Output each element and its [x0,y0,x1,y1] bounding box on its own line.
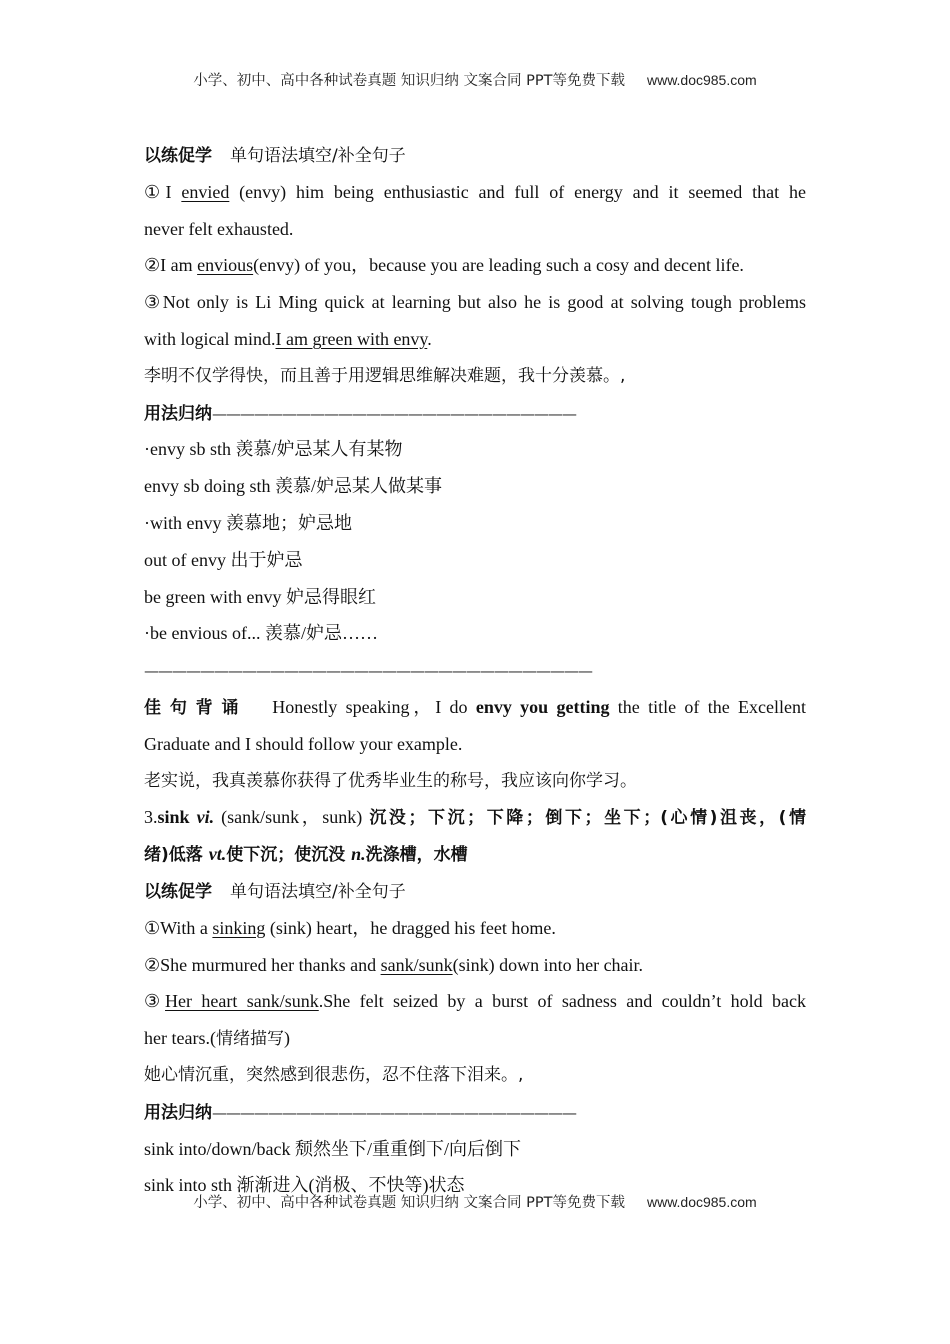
text: .She felt seized by a burst of sadness and couldn’t hold back [318,991,806,1012]
text: with logical mind. [144,328,276,349]
exercise-3-translation: 李明不仅学得快，而且善于用逻辑思维解决难题，我十分羡慕。, [144,365,626,386]
sink-exercise-3-translation: 她心情沉重，突然感到很悲伤，忍不住落下泪来。, [144,1064,524,1085]
usage-dash: —————————————————————————— [212,404,576,423]
answer-sinking: sinking [212,917,266,938]
usage-dash: —————————————————————————— [212,1103,576,1122]
sink-entry-line-2 [144,836,806,873]
text: (sink) heart，he dragged his feet home. [265,917,556,938]
entry-word: sink [157,807,190,828]
definition: 洗涤槽，水槽 [365,845,468,866]
definition: 绪)低落 [144,845,209,866]
page-footer [0,1191,950,1212]
good-sentence-label: 佳句背诵 [144,697,248,718]
sink-entry-line-1 [144,799,806,836]
good-sentence-line-1 [144,689,806,726]
sink-exercise-2 [144,947,806,984]
exercise-3-line-1: ③Not only is Li Ming quick at learning but also he is good at solving tough problems [144,292,806,313]
pos-vi: vi. [196,807,215,828]
word-forms: (sank/sunk，sunk) [214,807,370,828]
header-text: 小学、初中、高中各种试卷真题 知识归纳 文案合同 PPT等免费下载 [193,73,625,89]
pos-n: n. [351,844,366,865]
text: . [427,328,432,349]
answer-envious: envious [197,255,254,276]
exercise-1-line-2: never felt exhausted. [144,218,294,239]
answer-envied: envied [181,181,230,202]
practice-heading [144,137,806,174]
practice-label: 以练促学 [144,881,212,902]
good-sentence-line-2: Graduate and I should follow your example. [144,733,463,754]
answer-sank-sunk: sank/sunk [380,954,453,975]
page-header [0,69,950,90]
usage-heading-1 [144,395,806,432]
text: ①I [144,181,182,202]
good-sentence-translation: 老实说，我真羡慕你获得了优秀毕业生的称号，我应该向你学习。 [144,770,637,791]
exercise-2 [144,247,806,284]
usage-heading-2 [144,1094,806,1131]
text: the title of the Excellent [609,696,807,717]
text: (envy) him being enthusiastic and full of energy and it seemed that he [229,181,806,202]
exercise-1-line-1 [144,174,806,211]
definition: 使下沉；使沉没 [226,845,352,866]
usage-item: ·envy sb sth 羡慕/妒忌某人有某物 [144,439,403,460]
footer-url[interactable]: www.doc985.com [646,1194,757,1210]
sink-exercise-1 [144,910,806,947]
practice-sub: 单句语法填空/补全句子 [230,881,406,902]
separator: ———————————————————————————————— [144,662,592,681]
text: ①With a [144,917,213,938]
text: ③ [144,991,166,1012]
separator-line [144,652,806,689]
usage-item: be green with envy 妒忌得眼红 [144,586,376,607]
answer-heart-sank: Her heart sank/sunk [165,991,319,1012]
sink-exercise-3-line-2 [144,1020,806,1057]
header-url[interactable]: www.doc985.com [646,72,757,88]
good-sentence-bold: envy you getting [475,696,610,717]
usage-item: ·with envy 羡慕地；妒忌地 [144,512,352,533]
text: ②I am [144,255,198,276]
usage-label: 用法归纳 [144,403,212,424]
answer-green-with-envy: I am green with envy [275,328,428,349]
usage-label: 用法归纳 [144,1102,212,1123]
note: 情绪描写 [215,1029,284,1050]
footer-text: 小学、初中、高中各种试卷真题 知识归纳 文案合同 PPT等免费下载 [193,1195,625,1211]
text: ②She murmured her thanks and [144,954,381,975]
practice-sub: 单句语法填空/补全句子 [230,146,406,166]
text: Honestly speaking，I do [272,696,476,717]
usage-item: sink into sth 渐渐进入(消极、不快等)状态 [144,1175,465,1196]
text: (envy) of you，because you are leading such a cosy and decent life. [253,255,744,276]
text: (sink) down into her chair. [452,954,644,975]
entry-number: 3. [144,807,158,828]
pos-vt: vt. [208,844,227,865]
usage-item: ·be envious of... 羡慕/妒忌…… [144,623,378,644]
usage-item: out of envy 出于妒忌 [144,549,303,570]
usage-item: sink into/down/back 颓然坐下/重重倒下/向后倒下 [144,1138,521,1159]
definition: 沉没；下沉；下降；倒下；坐下；(心情)沮丧，(情 [369,808,807,829]
text: ) [283,1028,290,1049]
text: her tears.( [144,1028,216,1049]
practice-heading-2 [144,873,806,910]
exercise-3-line-2 [144,321,806,358]
practice-label: 以练促学 [144,146,212,166]
sink-exercise-3-line-1 [144,983,806,1020]
usage-item: envy sb doing sth 羡慕/妒忌某人做某事 [144,476,443,497]
document-body [144,137,806,1204]
